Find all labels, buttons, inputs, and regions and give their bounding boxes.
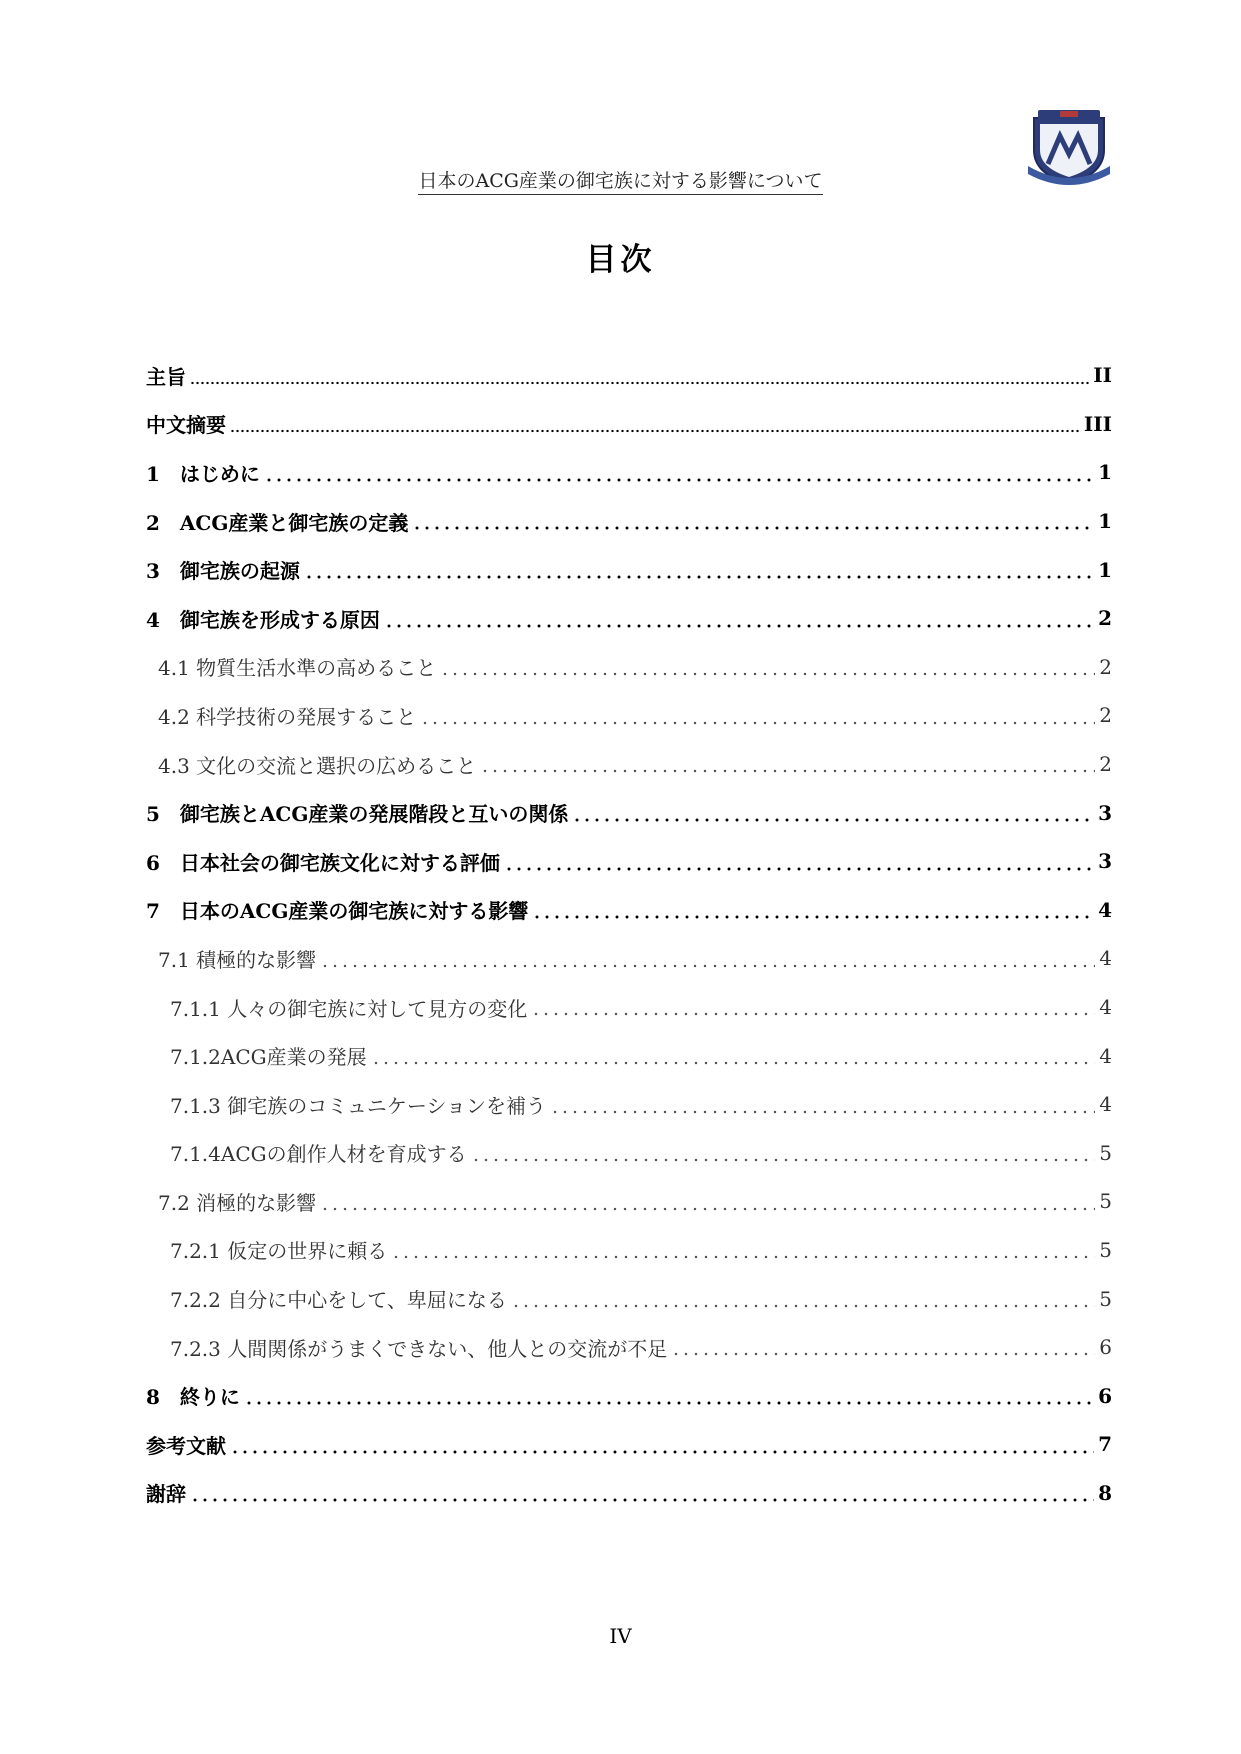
toc-dot-leader (320, 1177, 1095, 1226)
toc-entry[interactable] (146, 1080, 1112, 1129)
toc-entry[interactable] (146, 1226, 1112, 1275)
toc-entry-page: 5 (1099, 1140, 1112, 1165)
toc-entry[interactable] (146, 1420, 1112, 1469)
toc-dot-leader (304, 545, 1094, 594)
toc-entry-page: 2 (1098, 606, 1112, 631)
toc-entry-page: 4 (1098, 897, 1112, 922)
toc-entry-page: II (1093, 363, 1112, 388)
toc-dot-leader (504, 837, 1094, 886)
toc-entry-page: 4 (1099, 1092, 1112, 1117)
toc-entry[interactable] (146, 886, 1112, 935)
toc-dot-leader (572, 788, 1094, 837)
toc-dot-leader (371, 1031, 1096, 1080)
toc-entry-label: 参考文献 (146, 1433, 226, 1458)
toc-dot-leader (550, 1080, 1095, 1129)
toc-dot-leader (412, 497, 1094, 546)
toc-entry[interactable] (146, 1469, 1112, 1518)
toc-entry[interactable] (146, 497, 1112, 546)
toc-entry-page: 5 (1099, 1237, 1112, 1262)
toc-dot-leader (420, 691, 1095, 740)
toc-entry-page: 7 (1098, 1432, 1112, 1457)
toc-entry-page: 1 (1098, 557, 1112, 582)
toc-entry-label: 6 日本社会の御宅族文化に対する評価 (146, 850, 500, 875)
toc-entry[interactable] (146, 643, 1112, 692)
toc-entry-page: 4 (1099, 1043, 1112, 1068)
toc-dot-leader (531, 983, 1095, 1032)
toc-entry[interactable] (146, 448, 1112, 497)
toc-entry-page: 1 (1098, 509, 1112, 534)
toc-dot-leader (440, 643, 1095, 692)
toc-entry-label: 7.1.2ACG産業の発展 (170, 1045, 367, 1070)
toc-dot-leader (671, 1323, 1095, 1372)
toc-entry-page: 3 (1098, 800, 1112, 825)
toc-entry-label: 7.1.3 御宅族のコミュニケーションを補う (170, 1093, 547, 1118)
toc-entry-label: 1 はじめに (146, 461, 260, 486)
toc-entry-label: 7.2.3 人間関係がうまくできない、他人との交流が不足 (170, 1336, 668, 1361)
toc-entry-page: 4 (1099, 995, 1112, 1020)
toc-heading: 目次 (585, 242, 656, 278)
toc-entry-page: 2 (1099, 703, 1112, 728)
toc-entry[interactable] (146, 1274, 1112, 1323)
toc-entry[interactable] (146, 1177, 1112, 1226)
toc-entry-label: 7.1 積極的な影響 (158, 947, 317, 972)
toc-entry-page: 6 (1099, 1335, 1112, 1360)
toc-entry-label: 2 ACG産業と御宅族の定義 (146, 510, 409, 535)
toc-entry-label: 謝辞 (146, 1482, 186, 1507)
toc-entry[interactable] (146, 740, 1112, 789)
toc-entry[interactable] (146, 1371, 1112, 1420)
toc-entry[interactable] (146, 545, 1112, 594)
toc-dot-leader (230, 400, 1080, 449)
toc-entry-page: 3 (1098, 849, 1112, 874)
table-of-contents (146, 351, 1112, 1517)
toc-entry-label: 4.3 文化の交流と選択の広めること (158, 753, 477, 778)
toc-entry-label: 7.2.1 仮定の世界に頼る (170, 1239, 388, 1264)
toc-entry-page: 2 (1099, 654, 1112, 679)
toc-entry-page: 2 (1099, 752, 1112, 777)
toc-entry-label: 7 日本のACG産業の御宅族に対する影響 (146, 899, 529, 924)
toc-dot-leader (384, 594, 1094, 643)
toc-entry[interactable] (146, 691, 1112, 740)
toc-dot-leader (532, 886, 1094, 935)
toc-entry-page: 5 (1099, 1286, 1112, 1311)
toc-entry-label: 4 御宅族を形成する原因 (146, 607, 380, 632)
toc-entry-label: 5 御宅族とACG産業の発展階段と互いの関係 (146, 802, 569, 827)
running-header-text: 日本のACG産業の御宅族に対する影響について (418, 170, 822, 195)
toc-entry-label: 主旨 (146, 364, 186, 389)
toc-dot-leader (190, 351, 1089, 400)
toc-dot-leader (264, 448, 1094, 497)
toc-entry-label: 4.1 物質生活水準の高めること (158, 656, 437, 681)
toc-entry[interactable] (146, 837, 1112, 886)
toc-entry-label: 7.1.4ACGの創作人材を育成する (170, 1142, 467, 1167)
toc-dot-leader (320, 934, 1095, 983)
toc-entry[interactable] (146, 934, 1112, 983)
toc-entry[interactable] (146, 788, 1112, 837)
toc-dot-leader (471, 1129, 1096, 1178)
toc-entry[interactable] (146, 983, 1112, 1032)
toc-entry-page: 8 (1098, 1480, 1112, 1505)
page-number: IV (609, 1624, 632, 1648)
toc-dot-leader (511, 1274, 1095, 1323)
toc-entry-label: 3 御宅族の起源 (146, 559, 300, 584)
toc-entry[interactable] (146, 594, 1112, 643)
toc-entry-label: 中文摘要 (146, 413, 226, 438)
toc-entry-label: 7.1.1 人々の御宅族に対して見方の変化 (170, 996, 528, 1021)
toc-entry-label: 7.2.2 自分に中心をして、卑屈になる (170, 1288, 507, 1313)
toc-entry[interactable] (146, 1031, 1112, 1080)
toc-entry-label: 8 終りに (146, 1385, 240, 1410)
toc-entry[interactable] (146, 1129, 1112, 1178)
toc-dot-leader (391, 1226, 1095, 1275)
toc-entry-page: 4 (1099, 946, 1112, 971)
toc-dot-leader (190, 1469, 1094, 1518)
toc-entry-page: III (1083, 411, 1112, 436)
university-crest-icon (1024, 104, 1114, 186)
toc-entry-page: 1 (1098, 460, 1112, 485)
toc-entry-label: 4.2 科学技術の発展すること (158, 704, 417, 729)
toc-entry[interactable] (146, 351, 1112, 400)
toc-entry[interactable] (146, 400, 1112, 449)
toc-entry-page: 5 (1099, 1189, 1112, 1214)
toc-entry-page: 6 (1098, 1383, 1112, 1408)
toc-entry[interactable] (146, 1323, 1112, 1372)
toc-entry-label: 7.2 消極的な影響 (158, 1190, 317, 1215)
toc-dot-leader (244, 1371, 1094, 1420)
toc-dot-leader (230, 1420, 1094, 1469)
toc-dot-leader (480, 740, 1095, 789)
